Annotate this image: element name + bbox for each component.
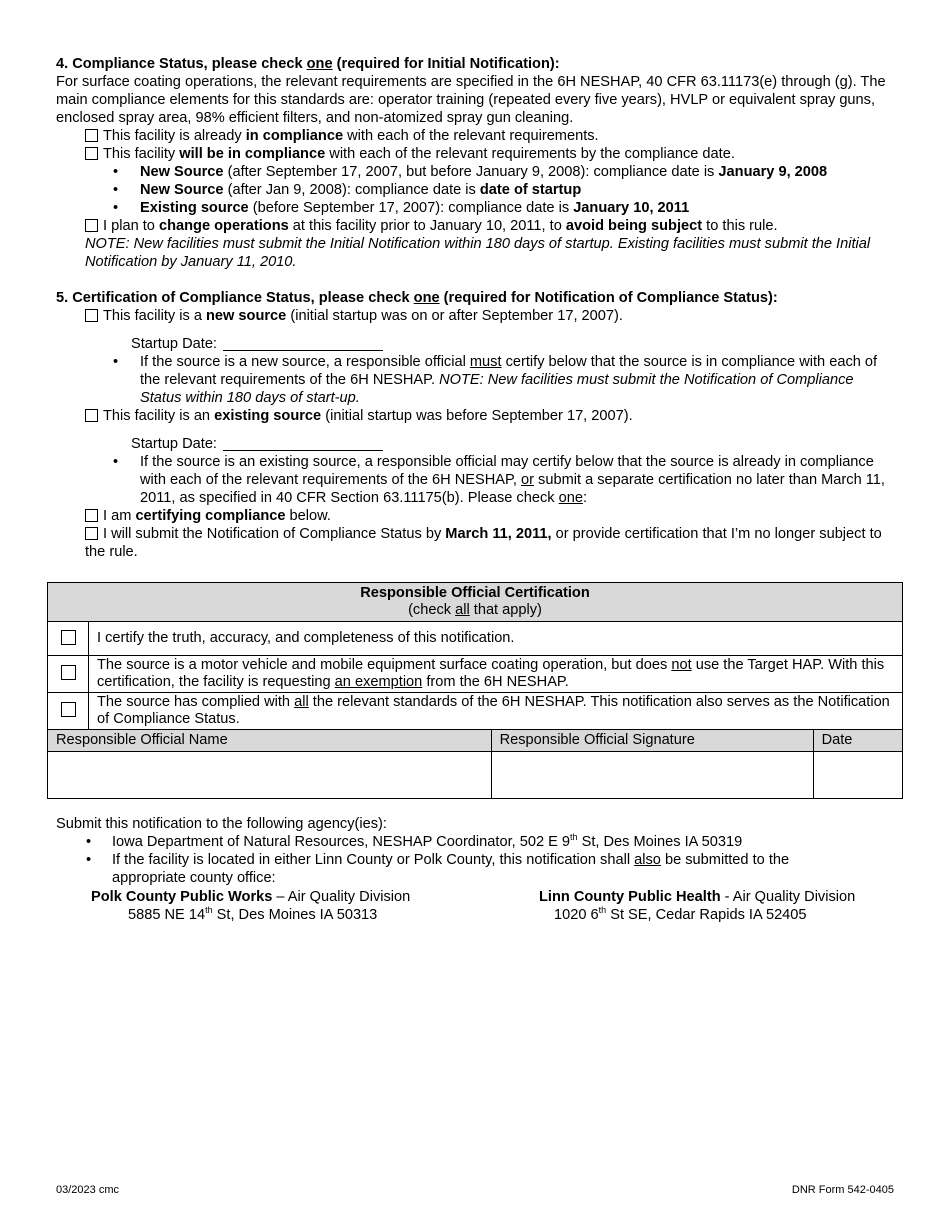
option-new-source[interactable]: This facility is a new source (initial startup was on or after September 17, 2007). [56,307,896,325]
table-subtitle: (check all that apply) [408,602,542,618]
table-title: Responsible Official Certification [360,585,590,601]
official-name-field[interactable] [48,752,492,799]
startup-date-new: Startup Date: [56,335,896,353]
col-date: Date [813,730,902,752]
checkbox[interactable] [85,147,98,160]
checkbox[interactable] [85,409,98,422]
list-item: • Existing source (before September 17, 2007): compliance date is January 10, 2011 [56,199,896,217]
table-row [48,622,903,656]
exemption-text: The source is a motor vehicle and mobile equipment surface coating operation, but does not use the Target HAP. With this certification, the facility is requesting an exemption from the 6H NESHAP. [89,656,903,693]
compliance-date-list [56,163,896,217]
agency-list [56,833,916,887]
startup-date-field[interactable] [223,436,383,451]
form-body [56,55,896,561]
footer-form-number: DNR Form 542-0405 [791,1184,894,1196]
startup-date-existing: Startup Date: [56,435,896,453]
table-header [48,583,903,622]
list-item: • New Source (after September 17, 2007, but before January 9, 2008): compliance date is January 9, 2008 [56,163,896,181]
checkbox[interactable] [85,219,98,232]
date-field[interactable] [813,752,902,799]
section5-heading: 5. Certification of Compliance Status, please check one (required for Notification of Compliance Status): [56,290,778,306]
option-in-compliance[interactable]: This facility is already in compliance with each of the relevant requirements. [56,127,896,145]
section4-note: NOTE: New facilities must submit the Initial Notification within 180 days of startup. Existing facilities must submit the Initial Notification by January 11, 2010. [85,236,871,270]
certify-truth-text: I certify the truth, accuracy, and completeness of this notification. [89,622,903,656]
option-will-submit[interactable]: I will submit the Notification of Compliance Status by March 11, 2011, or provide certification that I’m no longer subject to the rule. [85,526,882,560]
footer-date: 03/2023 cmc [56,1184,119,1196]
list-item: • If the source is an existing source, a responsible official may certify below that the source is already in compliance with each of the relevant requirements of the 6H NESHAP, or submit a separate certification no later than March 11, 2011, as specified in 40 CFR Section 63.11175(b). Please check one: [56,453,896,507]
list-item: • If the source is a new source, a responsible official must certify below that the source is in compliance with each of the relevant requirements of the 6H NESHAP. NOTE: New facilities must submit the Notification of Compliance Status within 180 days of start-up. [56,353,896,407]
signature-entry-row [48,752,903,799]
checkbox[interactable] [85,509,98,522]
checkbox[interactable] [85,129,98,142]
linn-county-address: Linn County Public Health - Air Quality Division 1020 6th St SE, Cedar Rapids IA 52405 [539,889,856,923]
table-row [48,656,903,693]
startup-date-field[interactable] [223,336,383,351]
list-item: • If the facility is located in either Linn County or Polk County, this notification shall also be submitted to the appropriate county office: [56,851,852,887]
checkbox[interactable] [85,527,98,540]
option-existing-source[interactable]: This facility is an existing source (initial startup was before September 17, 2007). [56,407,896,425]
certify-truth-checkbox[interactable] [61,630,76,645]
option-change-operations[interactable]: I plan to change operations at this facility prior to January 10, 2011, to avoid being subject to this rule. [56,217,896,235]
list-item: • Iowa Department of Natural Resources, NESHAP Coordinator, 502 E 9th St, Des Moines IA 50319 [56,833,916,851]
submit-intro: Submit this notification to the following agency(ies): [56,816,387,832]
option-will-be-in-compliance[interactable]: This facility will be in compliance with each of the relevant requirements by the compliance date. [56,145,896,163]
official-signature-field[interactable] [491,752,813,799]
col-official-signature: Responsible Official Signature [491,730,813,752]
checkbox[interactable] [85,309,98,322]
section4-intro: For surface coating operations, the relevant requirements are specified in the 6H NESHAP, 40 CFR 63.11173(e) through (g). The main compliance elements for this standards are: operator training (repeated every five years), HVLP or equivalent spray guns, enclosed spray area, 98% efficient filters, and non-atomized spray gun cleaning. [56,74,886,126]
polk-county-address: Polk County Public Works – Air Quality Division 5885 NE 14th St, Des Moines IA 50313 [91,889,411,923]
complied-text: The source has complied with all the relevant standards of the 6H NESHAP. This notification also serves as the Notification of Compliance Status. [89,693,903,730]
existing-source-bullets [56,453,896,507]
complied-checkbox[interactable] [61,702,76,717]
section4-heading: 4. Compliance Status, please check one (required for Initial Notification): [56,56,560,72]
new-source-bullets [56,353,896,407]
option-certifying-compliance[interactable]: I am certifying compliance below. [56,507,896,525]
col-official-name: Responsible Official Name [48,730,492,752]
list-item: • New Source (after Jan 9, 2008): compliance date is date of startup [56,181,896,199]
certification-table [47,582,903,799]
signature-header-row [48,730,903,752]
exemption-checkbox[interactable] [61,665,76,680]
submit-section [56,815,916,887]
table-row [48,693,903,730]
